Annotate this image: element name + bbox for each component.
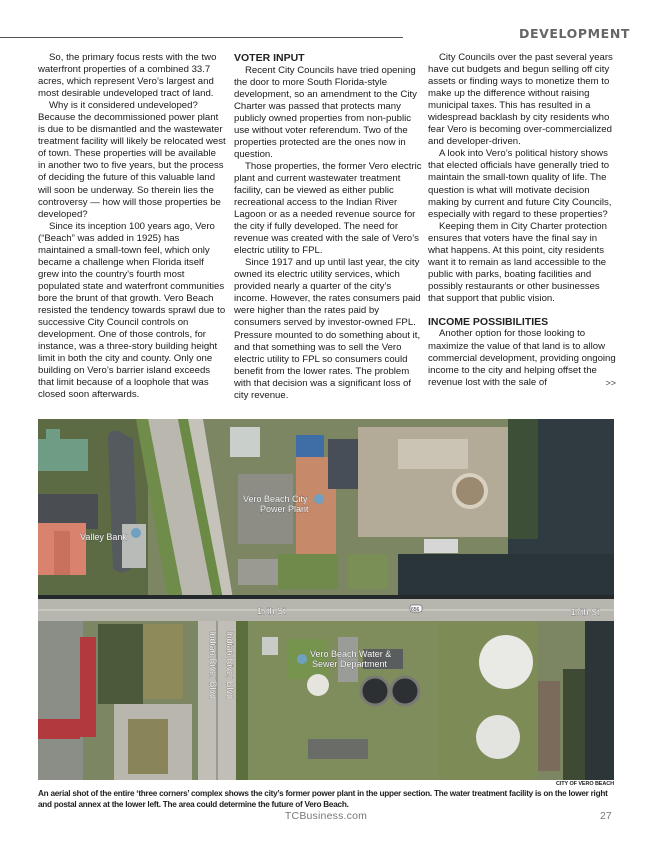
paragraph bbox=[428, 328, 616, 388]
paragraph-text: Another option for those looking to maximize the value of that land is to allow commercial development, providing ongoing income to the city and helping offset the revenue lost with the sale of bbox=[428, 328, 616, 388]
label-indian-river-blvd-2: Indian River Blvd bbox=[225, 631, 235, 700]
water-dept-pin-icon bbox=[297, 654, 307, 664]
continued-marker: >> bbox=[605, 377, 616, 388]
paragraph: Since 1917 and up until last year, the city owned its electric utility services, which provided nearly a quarter of the city’s income. However, the rates consumers paid were higher than the rates paid by consumers served by investor-owned FPL. Pressure mounted to do something about it, and that something was to sell the Vero electric utility to FPL so consumers could benefit from the lower rates. The problem with that decision was a significant loss of city revenue. bbox=[234, 257, 421, 401]
paragraph: A look into Vero’s political history shows that elected officials have generally tried to maintain the small-town quality of life. The question is what will motivate decision making by current and future City Councils, especially with regard to these properties? bbox=[428, 148, 612, 220]
section-label: DEVELOPMENT bbox=[519, 26, 631, 41]
label-water-sewer-2: Sewer Department bbox=[312, 659, 388, 669]
label-valley-bank: Valley Bank bbox=[80, 532, 127, 542]
photo-credit: CITY OF VERO BEACH bbox=[556, 781, 614, 787]
article-column-3 bbox=[428, 52, 616, 389]
paragraph: Since its inception 100 years ago, Vero (“Beach” was added in 1925) has maintained a small-town feel, which only became a challenge when Florida itself grew into the country’s fourth most populated state and waterfront communities bore the brunt of that growth. Vero Beach resisted the tendency towards sprawl due to successive City Council controls on development. One of those controls, for instance, was a three-story building height limit in both the city and county. Only one building on Vero’s barrier island exceeds that limit because of a loophole that was closed soon afterwards. bbox=[38, 220, 226, 401]
subheading-voter-input: VOTER INPUT bbox=[234, 52, 305, 64]
label-17th-st-right: 17th St bbox=[571, 607, 600, 617]
label-indian-river-blvd-1: Indian River Blvd bbox=[208, 631, 218, 700]
label-power-plant-2: Power Plant bbox=[260, 504, 309, 514]
paragraph: Why is it considered undeveloped? Because the decommissioned power plant is due to be dismantled and the wastewater treatment facility will likely be relocated west of town. These properties will be available in another two to five years, but the process of deciding the future of this valuable land will soon be underway. So therein lies the controversy — how will those properties be developed? bbox=[38, 100, 226, 220]
article-column-1 bbox=[38, 52, 226, 401]
route-shield-number: 656 bbox=[411, 607, 420, 613]
paragraph: Recent City Councils have tried opening the door to more South Florida-style development, so an amendment to the City Charter was passed that protects many publicly owned properties from non-public use without voter referendum. Two of the properties protected are the ones now in question. bbox=[234, 64, 417, 160]
paragraph: So, the primary focus rests with the two waterfront properties of a combined 33.7 acres, which represent Vero’s largest and most desirable undeveloped tract of land. bbox=[38, 52, 217, 100]
paragraph: Keeping them in City Charter protection ensures that voters have the final say in what happens. At this point, city residents want it to remain as land accessible to the public with parks, boating facilities and possibly restaurants or other businesses that support that public vision. bbox=[428, 220, 607, 304]
label-water-sewer: Vero Beach Water & bbox=[310, 649, 392, 659]
article-column-2 bbox=[234, 52, 422, 402]
aerial-photo bbox=[38, 419, 614, 780]
header-rule bbox=[0, 37, 403, 38]
subheading-income-possibilities: INCOME POSSIBILITIES bbox=[428, 315, 549, 328]
page-number: 27 bbox=[600, 810, 612, 822]
label-power-plant: Vero Beach City bbox=[243, 494, 308, 504]
bank-pin-icon bbox=[131, 528, 141, 538]
paragraph: Those properties, the former Vero electric plant and current wastewater treatment facility, can be viewed as either public recreational access to the Indian River Lagoon or as a needed revenue source for the city if fully developed. The need for revenue was created with the sale of Vero’s electric utility to FPL. bbox=[234, 160, 422, 257]
photo-caption: An aerial shot of the entire ‘three corners’ complex shows the city’s former power plant in the upper section. The water treatment facility is on the lower right and postal annex at the lower left. The area could determine the future of Vero Beach. bbox=[38, 789, 608, 810]
paragraph: City Councils over the past several years have cut budgets and begun selling off city assets or finding ways to monetize them to make up the difference without raising municipal taxes. This has resulted in a widespread backlash by city residents who fear Vero is becoming over-commercialized and developer-driven. bbox=[428, 52, 613, 148]
footer-site: TCBusiness.com bbox=[284, 810, 368, 822]
label-17th-st-left: 17th St bbox=[257, 606, 286, 616]
power-plant-pin-icon bbox=[314, 494, 324, 504]
